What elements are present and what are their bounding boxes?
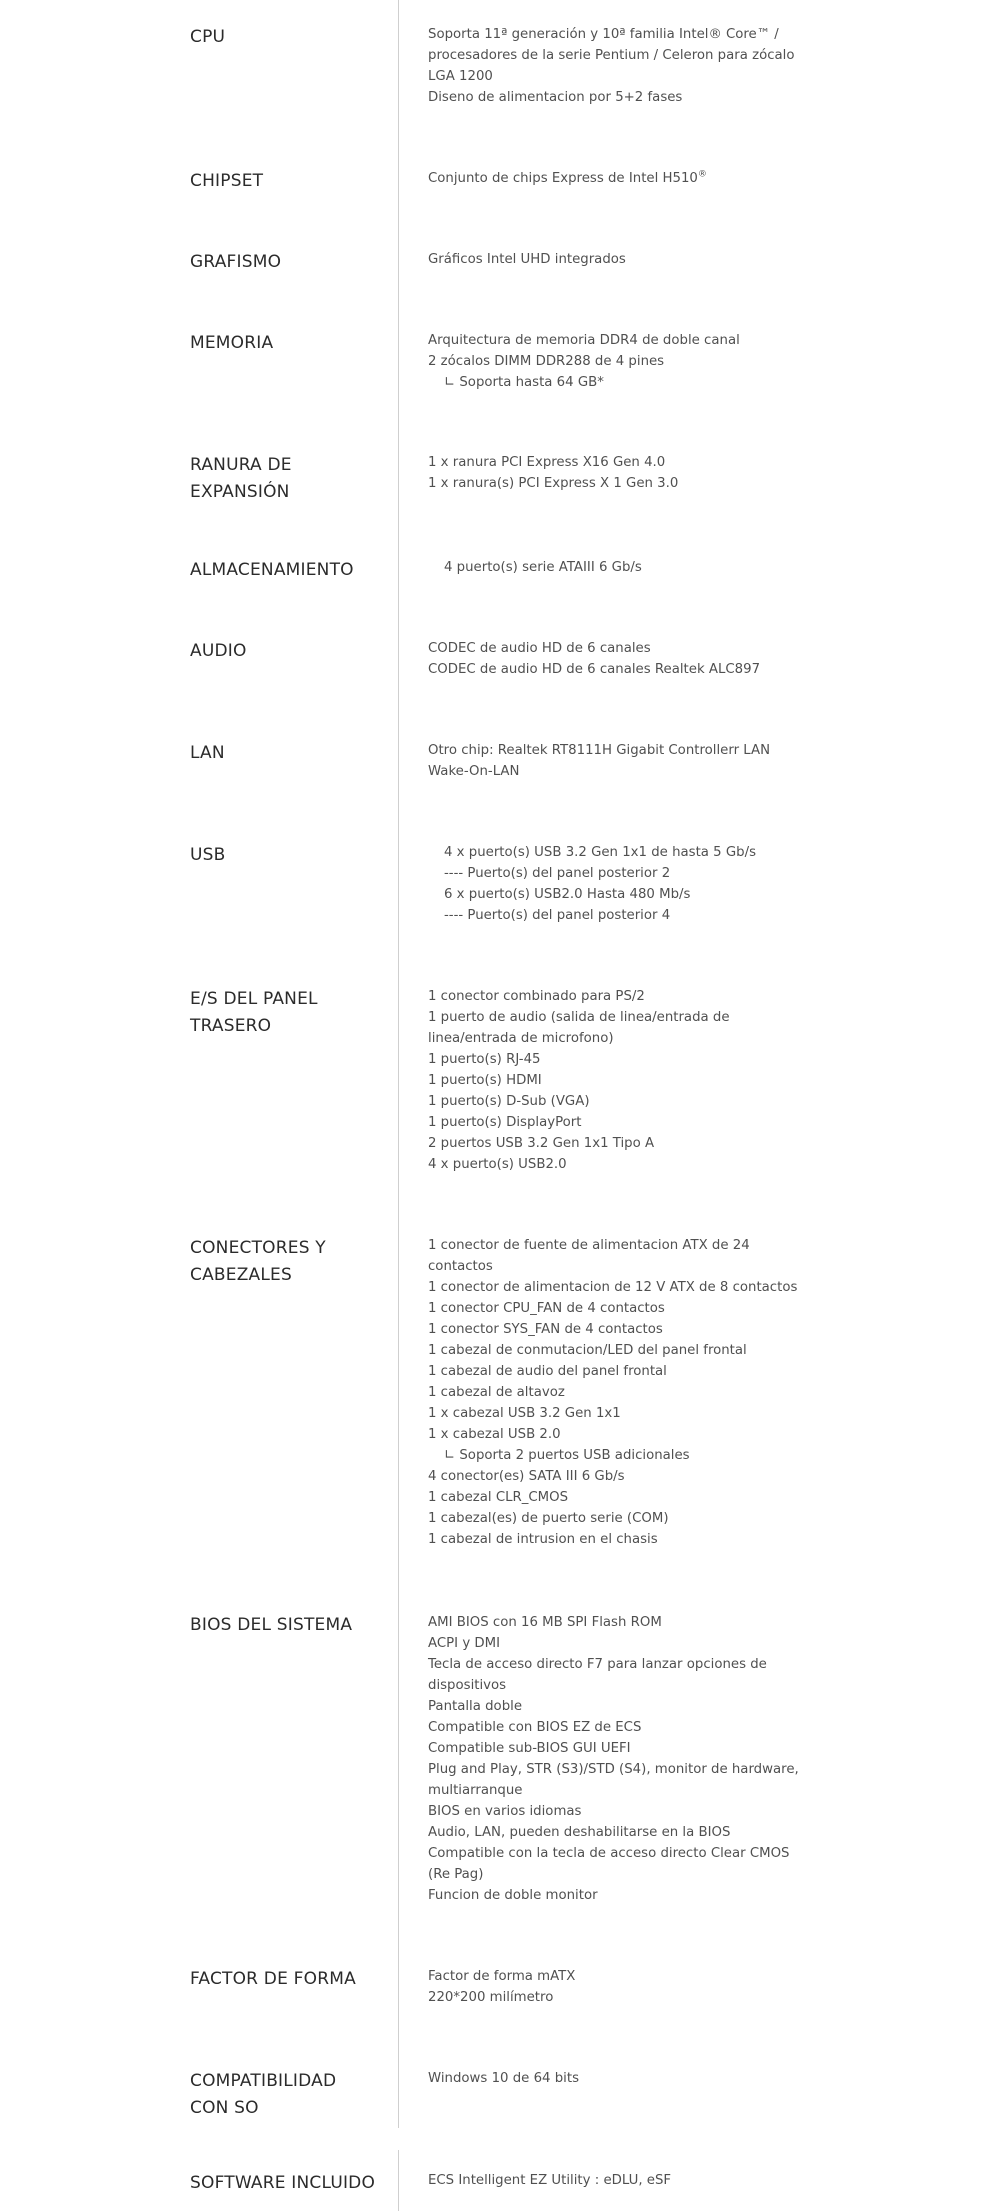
spec-label (190, 740, 390, 767)
spec-value-text: Diseno de alimentacion por 5+2 fases (428, 90, 683, 105)
spec-label-line: USB (190, 845, 226, 865)
spec-value-text: 1 x ranura(s) PCI Express X 1 Gen 3.0 (428, 476, 679, 491)
spec-value-line (428, 1445, 808, 1466)
spec-label-line: CHIPSET (190, 171, 264, 191)
spec-value-line (428, 1717, 808, 1738)
spec-value-line (428, 1382, 808, 1403)
spec-value-line (428, 740, 808, 761)
spec-value-line (428, 452, 808, 473)
spec-label (190, 1966, 390, 1993)
spec-label-line: BIOS DEL SISTEMA (190, 1615, 353, 1635)
spec-value-text: 1 x cabezal USB 3.2 Gen 1x1 (428, 1406, 621, 1421)
spec-value-list (428, 24, 808, 108)
spec-value-text: 1 cabezal de conmutacion/LED del panel frontal (428, 1343, 747, 1358)
spec-value-line (428, 1112, 808, 1133)
spec-value-line (428, 1028, 808, 1049)
spec-value-text: 4 conector(es) SATA III 6 Gb/s (428, 1469, 625, 1484)
spec-value-line (428, 986, 808, 1007)
spec-value-text: procesadores de la serie Pentium / Celeron para zócalo (428, 48, 795, 63)
spec-label-line: RANURA DE (190, 455, 292, 475)
spec-value-text: 1 conector de fuente de alimentacion ATX de 24 (428, 1238, 750, 1253)
spec-value-line (428, 66, 808, 87)
spec-value-line (428, 87, 808, 108)
spec-value-line (428, 1277, 808, 1298)
spec-value-text: 1 cabezal CLR_CMOS (428, 1490, 569, 1505)
spec-value-line (428, 638, 808, 659)
spec-value-list (428, 452, 808, 494)
spec-value-line (428, 884, 808, 905)
spec-value-text: 4 x puerto(s) USB 3.2 Gen 1x1 de hasta 5 Gb/s (444, 845, 757, 860)
spec-value-text: Conjunto de chips Express de Intel H510 (428, 171, 698, 186)
spec-value-list (428, 557, 808, 578)
spec-value-list (428, 2170, 808, 2191)
spec-label (190, 638, 390, 665)
spec-value-line (428, 330, 808, 351)
spec-label-line: SOFTWARE INCLUIDO (190, 2173, 376, 2193)
spec-value-text: contactos (428, 1259, 493, 1274)
spec-value-list (428, 249, 808, 270)
spec-value-line (428, 1987, 808, 2008)
spec-value-text: LGA 1200 (428, 69, 493, 84)
spec-value-text: 6 x puerto(s) USB2.0 Hasta 480 Mb/s (444, 887, 691, 902)
spec-value-text: BIOS en varios idiomas (428, 1804, 582, 1819)
spec-label-line: CON SO (190, 2098, 259, 2118)
spec-value-text: CODEC de audio HD de 6 canales Realtek ALC897 (428, 662, 761, 677)
spec-label-line: MEMORIA (190, 333, 274, 353)
spec-label-line: LAN (190, 743, 225, 763)
spec-value-text: Otro chip: Realtek RT8111H Gigabit Controllerr LAN (428, 743, 771, 758)
spec-value-text: 4 puerto(s) serie ATAIII 6 Gb/s (444, 560, 642, 575)
spec-value-list (428, 1235, 808, 1550)
spec-label-line: CPU (190, 27, 226, 47)
spec-label (190, 168, 390, 195)
column-divider (398, 0, 399, 2128)
spec-label-line: AUDIO (190, 641, 247, 661)
spec-value-line (428, 1654, 808, 1675)
spec-value-list (428, 638, 808, 680)
spec-value-line (428, 1133, 808, 1154)
spec-value-line (428, 1424, 808, 1445)
column-divider (398, 2150, 399, 2211)
spec-value-line (428, 1154, 808, 1175)
spec-label (190, 2068, 390, 2122)
spec-value-line (428, 45, 808, 66)
spec-value-line (428, 24, 808, 45)
spec-value-text: 1 conector de alimentacion de 12 V ATX de 8 contactos (428, 1280, 798, 1295)
spec-value-list (428, 2068, 808, 2089)
spec-value-text: Pantalla doble (428, 1699, 523, 1714)
spec-value-list (428, 168, 808, 189)
spec-value-text: Plug and Play, STR (S3)/STD (S4), monitor de hardware, (428, 1762, 799, 1777)
spec-value-line (428, 351, 808, 372)
spec-value-line (428, 1612, 808, 1633)
spec-value-line (428, 1885, 808, 1906)
spec-value-list (428, 1966, 808, 2008)
spec-value-text: Audio, LAN, pueden deshabilitarse en la BIOS (428, 1825, 731, 1840)
spec-label (190, 1612, 390, 1639)
spec-label-line: COMPATIBILIDAD (190, 2071, 337, 2091)
spec-value-list (428, 740, 808, 782)
spec-value-line (428, 863, 808, 884)
spec-value-text: 4 x puerto(s) USB2.0 (428, 1157, 567, 1172)
spec-value-text: linea/entrada de microfono) (428, 1031, 614, 1046)
spec-label-line: E/S DEL PANEL (190, 989, 318, 1009)
spec-value-line (428, 1864, 808, 1885)
spec-label (190, 24, 390, 51)
spec-value-text: 1 cabezal(es) de puerto serie (COM) (428, 1511, 669, 1526)
spec-value-text: 1 puerto(s) DisplayPort (428, 1115, 582, 1130)
spec-value-line (428, 1070, 808, 1091)
spec-value-line (428, 1696, 808, 1717)
spec-value-text: Windows 10 de 64 bits (428, 2071, 579, 2086)
spec-value-text: CODEC de audio HD de 6 canales (428, 641, 651, 656)
spec-value-line (428, 557, 808, 578)
spec-label (190, 986, 390, 1040)
spec-value-list (428, 330, 808, 393)
spec-value-text: 1 x ranura PCI Express X16 Gen 4.0 (428, 455, 666, 470)
spec-value-text: 1 cabezal de audio del panel frontal (428, 1364, 667, 1379)
spec-value-list (428, 842, 808, 926)
spec-value-text: 1 cabezal de altavoz (428, 1385, 565, 1400)
spec-value-text: 220*200 milímetro (428, 1990, 554, 2005)
spec-value-text: Soporta 11ª generación y 10ª familia Intel® Core™ / (428, 27, 779, 42)
spec-label-line: TRASERO (190, 1016, 272, 1036)
spec-value-text: 2 zócalos DIMM DDR288 de 4 pines (428, 354, 665, 369)
spec-value-line (428, 1529, 808, 1550)
spec-value-text: ECS Intelligent EZ Utility : eDLU, eSF (428, 2173, 672, 2188)
spec-value-line (428, 905, 808, 926)
spec-value-text: 2 puertos USB 3.2 Gen 1x1 Tipo A (428, 1136, 655, 1151)
spec-label (190, 557, 390, 584)
spec-value-line (428, 1091, 808, 1112)
spec-value-list (428, 1612, 808, 1906)
spec-value-line (428, 168, 808, 189)
spec-value-line (428, 1843, 808, 1864)
spec-label-line: FACTOR DE FORMA (190, 1969, 356, 1989)
spec-value-line (428, 2170, 808, 2191)
spec-value-text: 1 cabezal de intrusion en el chasis (428, 1532, 658, 1547)
spec-value-text: Funcion de doble monitor (428, 1888, 598, 1903)
spec-value-text: AMI BIOS con 16 MB SPI Flash ROM (428, 1615, 662, 1630)
spec-value-text: 1 puerto(s) HDMI (428, 1073, 542, 1088)
spec-label (190, 1235, 390, 1289)
spec-label (190, 452, 390, 506)
spec-value-line (428, 1822, 808, 1843)
spec-value-text: ---- Puerto(s) del panel posterior 4 (444, 908, 671, 923)
spec-value-text: multiarranque (428, 1783, 523, 1798)
spec-value-text: 1 puerto(s) RJ-45 (428, 1052, 541, 1067)
spec-value-line (428, 1256, 808, 1277)
spec-value-line (428, 1738, 808, 1759)
spec-value-text: ∟ Soporta hasta 64 GB* (444, 375, 604, 390)
spec-value-line (428, 1966, 808, 1987)
spec-value-line (428, 1780, 808, 1801)
spec-value-line (428, 1759, 808, 1780)
spec-value-line (428, 1403, 808, 1424)
spec-label-line: GRAFISMO (190, 252, 282, 272)
spec-value-text: dispositivos (428, 1678, 507, 1693)
spec-value-text: ∟ Soporta 2 puertos USB adicionales (444, 1448, 690, 1463)
spec-value-text: Arquitectura de memoria DDR4 de doble canal (428, 333, 740, 348)
spec-value-line (428, 1675, 808, 1696)
spec-value-text: ---- Puerto(s) del panel posterior 2 (444, 866, 671, 881)
spec-value-line (428, 659, 808, 680)
spec-value-line (428, 1466, 808, 1487)
spec-label (190, 330, 390, 357)
spec-value-text: (Re Pag) (428, 1867, 484, 1882)
spec-label-line: EXPANSIÓN (190, 482, 290, 502)
spec-value-text: 1 conector CPU_FAN de 4 contactos (428, 1301, 665, 1316)
spec-value-line (428, 842, 808, 863)
spec-value-text: Wake-On-LAN (428, 764, 520, 779)
spec-value-text: Gráficos Intel UHD integrados (428, 252, 626, 267)
spec-value-text: 1 x cabezal USB 2.0 (428, 1427, 561, 1442)
spec-label (190, 249, 390, 276)
spec-value-text: Compatible con BIOS EZ de ECS (428, 1720, 642, 1735)
spec-value-line (428, 1508, 808, 1529)
spec-value-list (428, 986, 808, 1175)
spec-value-line (428, 372, 808, 393)
spec-value-line (428, 1340, 808, 1361)
spec-value-line (428, 1298, 808, 1319)
spec-value-text: 1 conector SYS_FAN de 4 contactos (428, 1322, 663, 1337)
spec-value-line (428, 1487, 808, 1508)
spec-value-line (428, 1361, 808, 1382)
spec-value-line (428, 1007, 808, 1028)
spec-value-line (428, 1235, 808, 1256)
spec-label (190, 842, 390, 869)
spec-label-line: CABEZALES (190, 1265, 292, 1285)
spec-value-line (428, 2068, 808, 2089)
spec-label (190, 2170, 390, 2197)
spec-value-line (428, 1801, 808, 1822)
spec-label-line: ALMACENAMIENTO (190, 560, 354, 580)
spec-value-text: Compatible sub-BIOS GUI UEFI (428, 1741, 631, 1756)
spec-value-text: Compatible con la tecla de acceso directo Clear CMOS (428, 1846, 790, 1861)
registered-mark: ® (697, 169, 707, 180)
spec-value-text: ACPI y DMI (428, 1636, 501, 1651)
spec-value-line (428, 1049, 808, 1070)
spec-value-text: 1 conector combinado para PS/2 (428, 989, 645, 1004)
spec-value-text: 1 puerto de audio (salida de linea/entrada de (428, 1010, 730, 1025)
spec-value-line (428, 1319, 808, 1340)
spec-value-text: 1 puerto(s) D-Sub (VGA) (428, 1094, 590, 1109)
spec-value-line (428, 761, 808, 782)
spec-label-line: CONECTORES Y (190, 1238, 326, 1258)
spec-value-line (428, 249, 808, 270)
spec-value-line (428, 473, 808, 494)
spec-value-text: Factor de forma mATX (428, 1969, 576, 1984)
spec-value-line (428, 1633, 808, 1654)
spec-value-text: Tecla de acceso directo F7 para lanzar opciones de (428, 1657, 767, 1672)
